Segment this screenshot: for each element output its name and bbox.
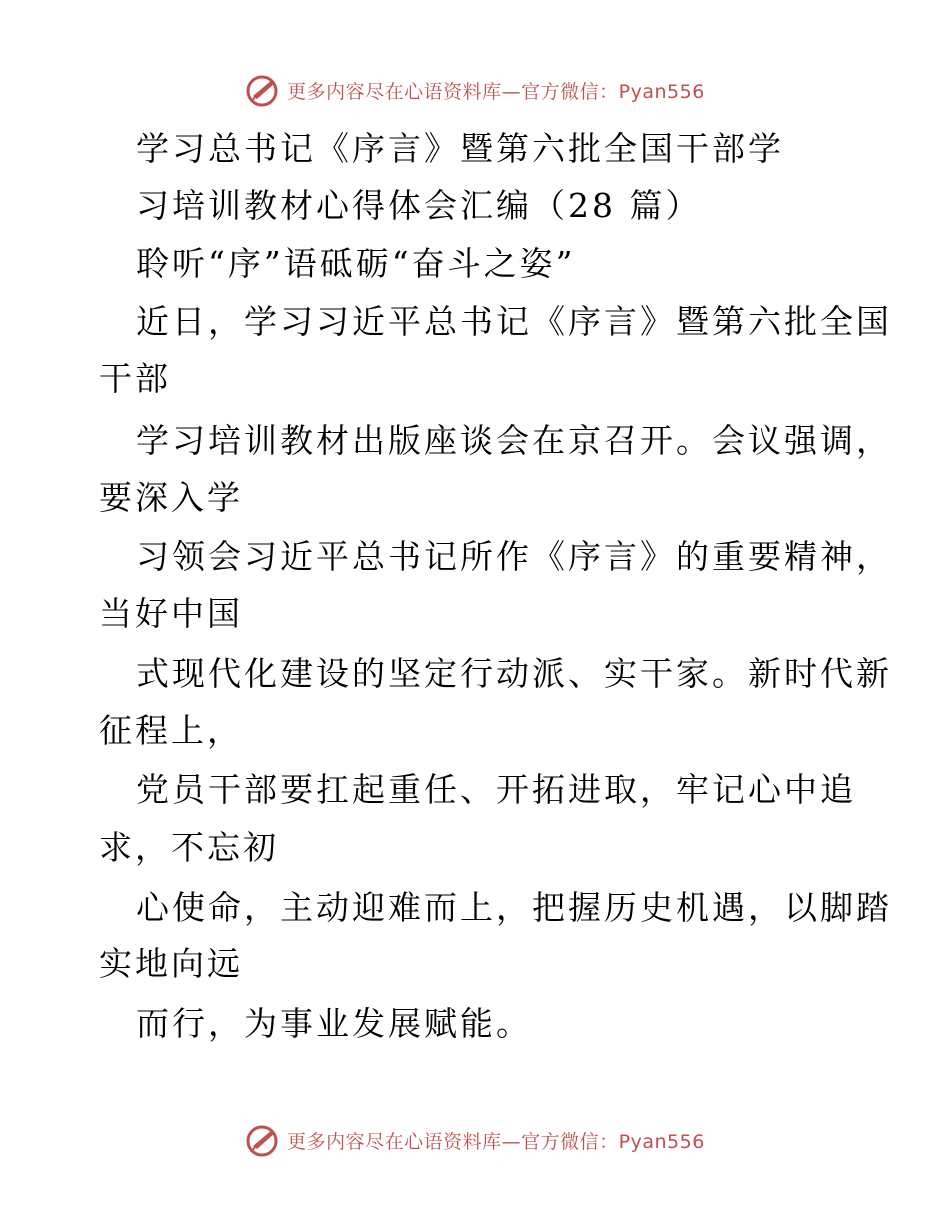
watermark-text: 更多内容尽在心语资料库—官方微信：Pyan556 bbox=[287, 1130, 705, 1153]
paragraph-line: 而行，为事业发展赋能。 bbox=[136, 1004, 532, 1043]
paragraph-line: 要深入学 bbox=[99, 478, 243, 517]
paragraph-line: 实地向远 bbox=[99, 944, 243, 983]
paragraph-line: 求，不忘初 bbox=[99, 828, 279, 867]
paragraph-line: 党员干部要扛起重任、开拓进取，牢记心中追 bbox=[136, 770, 856, 809]
paragraph-line: 式现代化建设的坚定行动派、实干家。新时代新 bbox=[136, 654, 892, 693]
paragraph-line: 征程上， bbox=[99, 711, 243, 750]
footer-watermark-banner bbox=[0, 1120, 950, 1160]
header-watermark-banner bbox=[0, 70, 950, 110]
subtitle-line: 聆听“序”语砥砺“奋斗之姿” bbox=[136, 244, 576, 283]
title-line-2: 习培训教材心得体会汇编（28 篇） bbox=[136, 186, 702, 225]
paragraph-line: 当好中国 bbox=[99, 594, 243, 633]
quill-logo-icon bbox=[245, 72, 281, 108]
watermark-text: 更多内容尽在心语资料库—官方微信：Pyan556 bbox=[287, 80, 705, 103]
paragraph-line: 学习培训教材出版座谈会在京召开。会议强调， bbox=[136, 421, 892, 460]
paragraph-line: 干部 bbox=[99, 359, 171, 398]
paragraph-line: 心使命，主动迎难而上，把握历史机遇，以脚踏 bbox=[136, 888, 892, 927]
title-line-1: 学习总书记《序言》暨第六批全国干部学 bbox=[136, 129, 784, 168]
paragraph-line: 近日，学习习近平总书记《序言》暨第六批全国 bbox=[136, 302, 892, 341]
paragraph-line: 习领会习近平总书记所作《序言》的重要精神， bbox=[136, 537, 892, 576]
quill-logo-icon bbox=[245, 1122, 281, 1158]
